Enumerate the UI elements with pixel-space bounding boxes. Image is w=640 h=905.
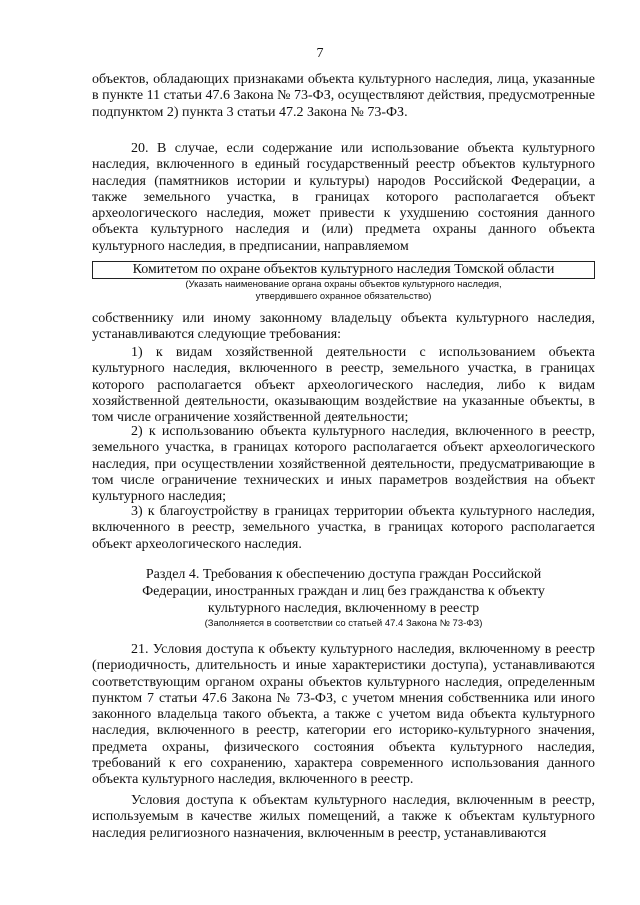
section-4-line2: Федерации, иностранных граждан и лиц без гражданства к объекту — [142, 584, 545, 599]
section-4-note: (Заполняется в соответствии со статьей 47.4 Закона № 73-ФЗ) — [204, 618, 483, 629]
paragraph-access-conditions: Условия доступа к объектам культурного наследия, включенным в реестр, используемым в качестве жилых помещений, а также к объектам культурного наследия религиозного назначения, включенным в реестр, устанавливаются — [92, 793, 595, 841]
authority-hint-line2: утвердившего охранное обязательство) — [255, 291, 432, 302]
authority-hint-line1: (Указать наименование органа охраны объектов культурного наследия, — [185, 279, 502, 290]
section-4-heading — [92, 566, 595, 631]
section-4-line3: культурного наследия, включенному в реестр — [207, 601, 480, 616]
requirement-1: 1) к видам хозяйственной деятельности с использованием объекта культурного наследия, включенного в реестр, земельного участка, в границах которого располагается объект археологического наследия, либо к видам хозяйственной деятельности, оказывающим воздействие на указанные объекты, в том числе ограничение хозяйственной деятельности; — [92, 345, 595, 426]
paragraph-20: 20. В случае, если содержание или использование объекта культурного наследия, включенного в единый государственный реестр объектов культурного наследия (памятников истории и культуры) народов Российской Федерации, а также земельного участка, в границах которого располагается объект археологического наследия, может привести к ухудшению состояния данного объекта культурного наследия и (или) предмета охраны данного объекта культурного наследия, в предписании, направляемом — [92, 141, 595, 254]
section-4-line1: Раздел 4. Требования к обеспечению доступа граждан Российской — [145, 567, 542, 582]
paragraph-owner: собственнику или иному законному владельцу объекта культурного наследия, устанавливаются следующие требования: — [92, 311, 595, 343]
requirement-2: 2) к использованию объекта культурного наследия, включенного в реестр, земельного участка, в границах которого располагается объект археологического наследия, при осуществлении хозяйственной деятельности, предусматривающие в том числе ограничение технических и иных параметров воздействия на объект культурного наследия; — [92, 424, 595, 505]
authority-name-field: Комитетом по охране объектов культурного наследия Томской области — [92, 261, 595, 279]
paragraph-continuation: объектов, обладающих признаками объекта культурного наследия, лица, указанные в пункте 11 статьи 47.6 Закона № 73-ФЗ, осуществляют действия, предусмотренные подпунктом 2) пункта 3 статьи 47.2 Закона № 73-ФЗ. — [92, 72, 595, 120]
requirement-3: 3) к благоустройству в границах территории объекта культурного наследия, включенного в реестр, земельного участка, в границах которого располагается объект археологического наследия. — [92, 504, 595, 552]
paragraph-21: 21. Условия доступа к объекту культурного наследия, включенному в реестр (периодичность, длительность и иные характеристики доступа), устанавливаются соответствующим органом охраны объектов культурного наследия, определенным пунктом 7 статьи 47.6 Закона № 73-ФЗ, с учетом мнения собственника или иного законного владельца такого объекта, а также с учетом вида объекта культурного наследия, включенного в реестр, категории его историко-культурного значения, предмета охраны, физического состояния объекта культурного наследия, требований к его сохранению, характера современного использования данного объекта культурного наследия, включенного в реестр. — [92, 642, 595, 788]
page-number: 7 — [316, 46, 324, 61]
